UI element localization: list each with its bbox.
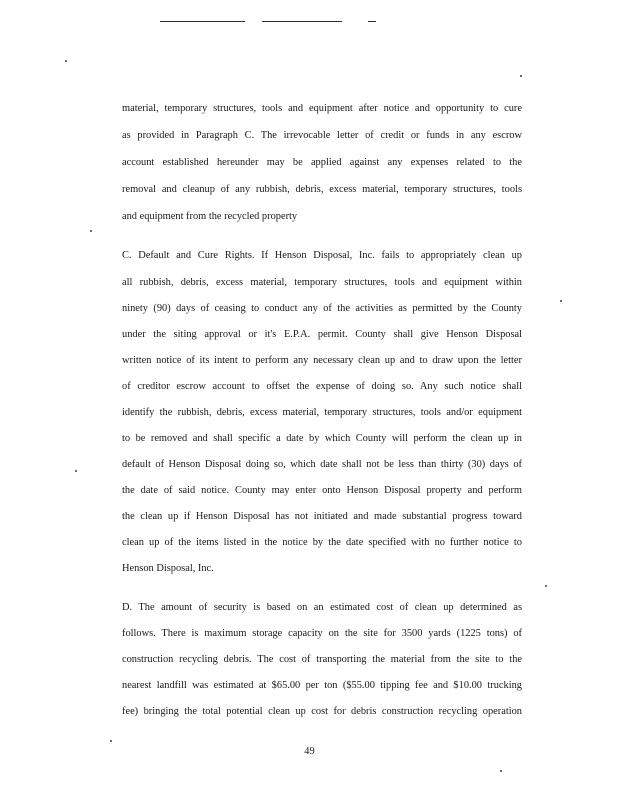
text-line: the clean up if Henson Disposal has not initiated and made substantial progress toward — [122, 511, 522, 522]
text-line: removal and cleanup of any rubbish, debris, excess material, temporary structures, tools — [122, 184, 522, 195]
text-line: fee) bringing the total potential clean up cost for debris construction recycling operation — [122, 706, 522, 717]
scan-speck — [545, 585, 547, 587]
text-line: all rubbish, debris, excess material, temporary structures, tools and equipment within — [122, 277, 522, 288]
scan-speck — [90, 230, 92, 232]
scan-speck — [75, 470, 77, 472]
text-line: construction recycling debris. The cost of transporting the material from the site to the — [122, 654, 522, 665]
text-line: clean up of the items listed in the notice by the date specified with no further notice to — [122, 537, 522, 548]
scan-speck — [65, 60, 67, 62]
text-line: material, temporary structures, tools and equipment after notice and opportunity to cure — [122, 103, 522, 114]
top-rule — [160, 21, 245, 22]
text-line: of creditor escrow account to offset the expense of doing so. Any such notice shall — [122, 381, 522, 392]
text-line: written notice of its intent to perform any necessary clean up and to draw upon the letter — [122, 355, 522, 366]
top-rule — [368, 21, 376, 22]
text-line: follows. There is maximum storage capacity on the site for 3500 yards (1225 tons) of — [122, 628, 522, 639]
scan-speck — [560, 300, 562, 302]
top-rule — [262, 21, 342, 22]
text-line: account established hereunder may be applied against any expenses related to the — [122, 157, 522, 168]
text-line: ninety (90) days of ceasing to conduct any of the activities as permitted by the County — [122, 303, 522, 314]
scan-speck — [520, 75, 522, 77]
text-line: identify the rubbish, debris, excess material, temporary structures, tools and/or equipment — [122, 407, 522, 418]
text-line: Henson Disposal, Inc. — [122, 563, 214, 574]
scan-speck — [110, 740, 112, 742]
text-line: default of Henson Disposal doing so, which date shall not be less than thirty (30) days of — [122, 459, 522, 470]
text-line: to be removed and shall specific a date by which County will perform the clean up in — [122, 433, 522, 444]
text-line: and equipment from the recycled property — [122, 211, 298, 222]
text-line: as provided in Paragraph C. The irrevocable letter of credit or funds in any escrow — [122, 130, 522, 141]
text-line: under the siting approval or it's E.P.A. permit. County shall give Henson Disposal — [122, 329, 522, 340]
text-line: D. The amount of security is based on an estimated cost of clean up determined as — [122, 602, 522, 613]
text-line: C. Default and Cure Rights. If Henson Disposal, Inc. fails to appropriately clean up — [122, 250, 522, 261]
page-number: 49 — [304, 746, 315, 757]
text-line: the date of said notice. County may enter onto Henson Disposal property and perform — [122, 485, 522, 496]
text-line: nearest landfill was estimated at $65.00 per ton ($55.00 tipping fee and $10.00 trucking — [122, 680, 522, 691]
scan-speck — [500, 770, 502, 772]
